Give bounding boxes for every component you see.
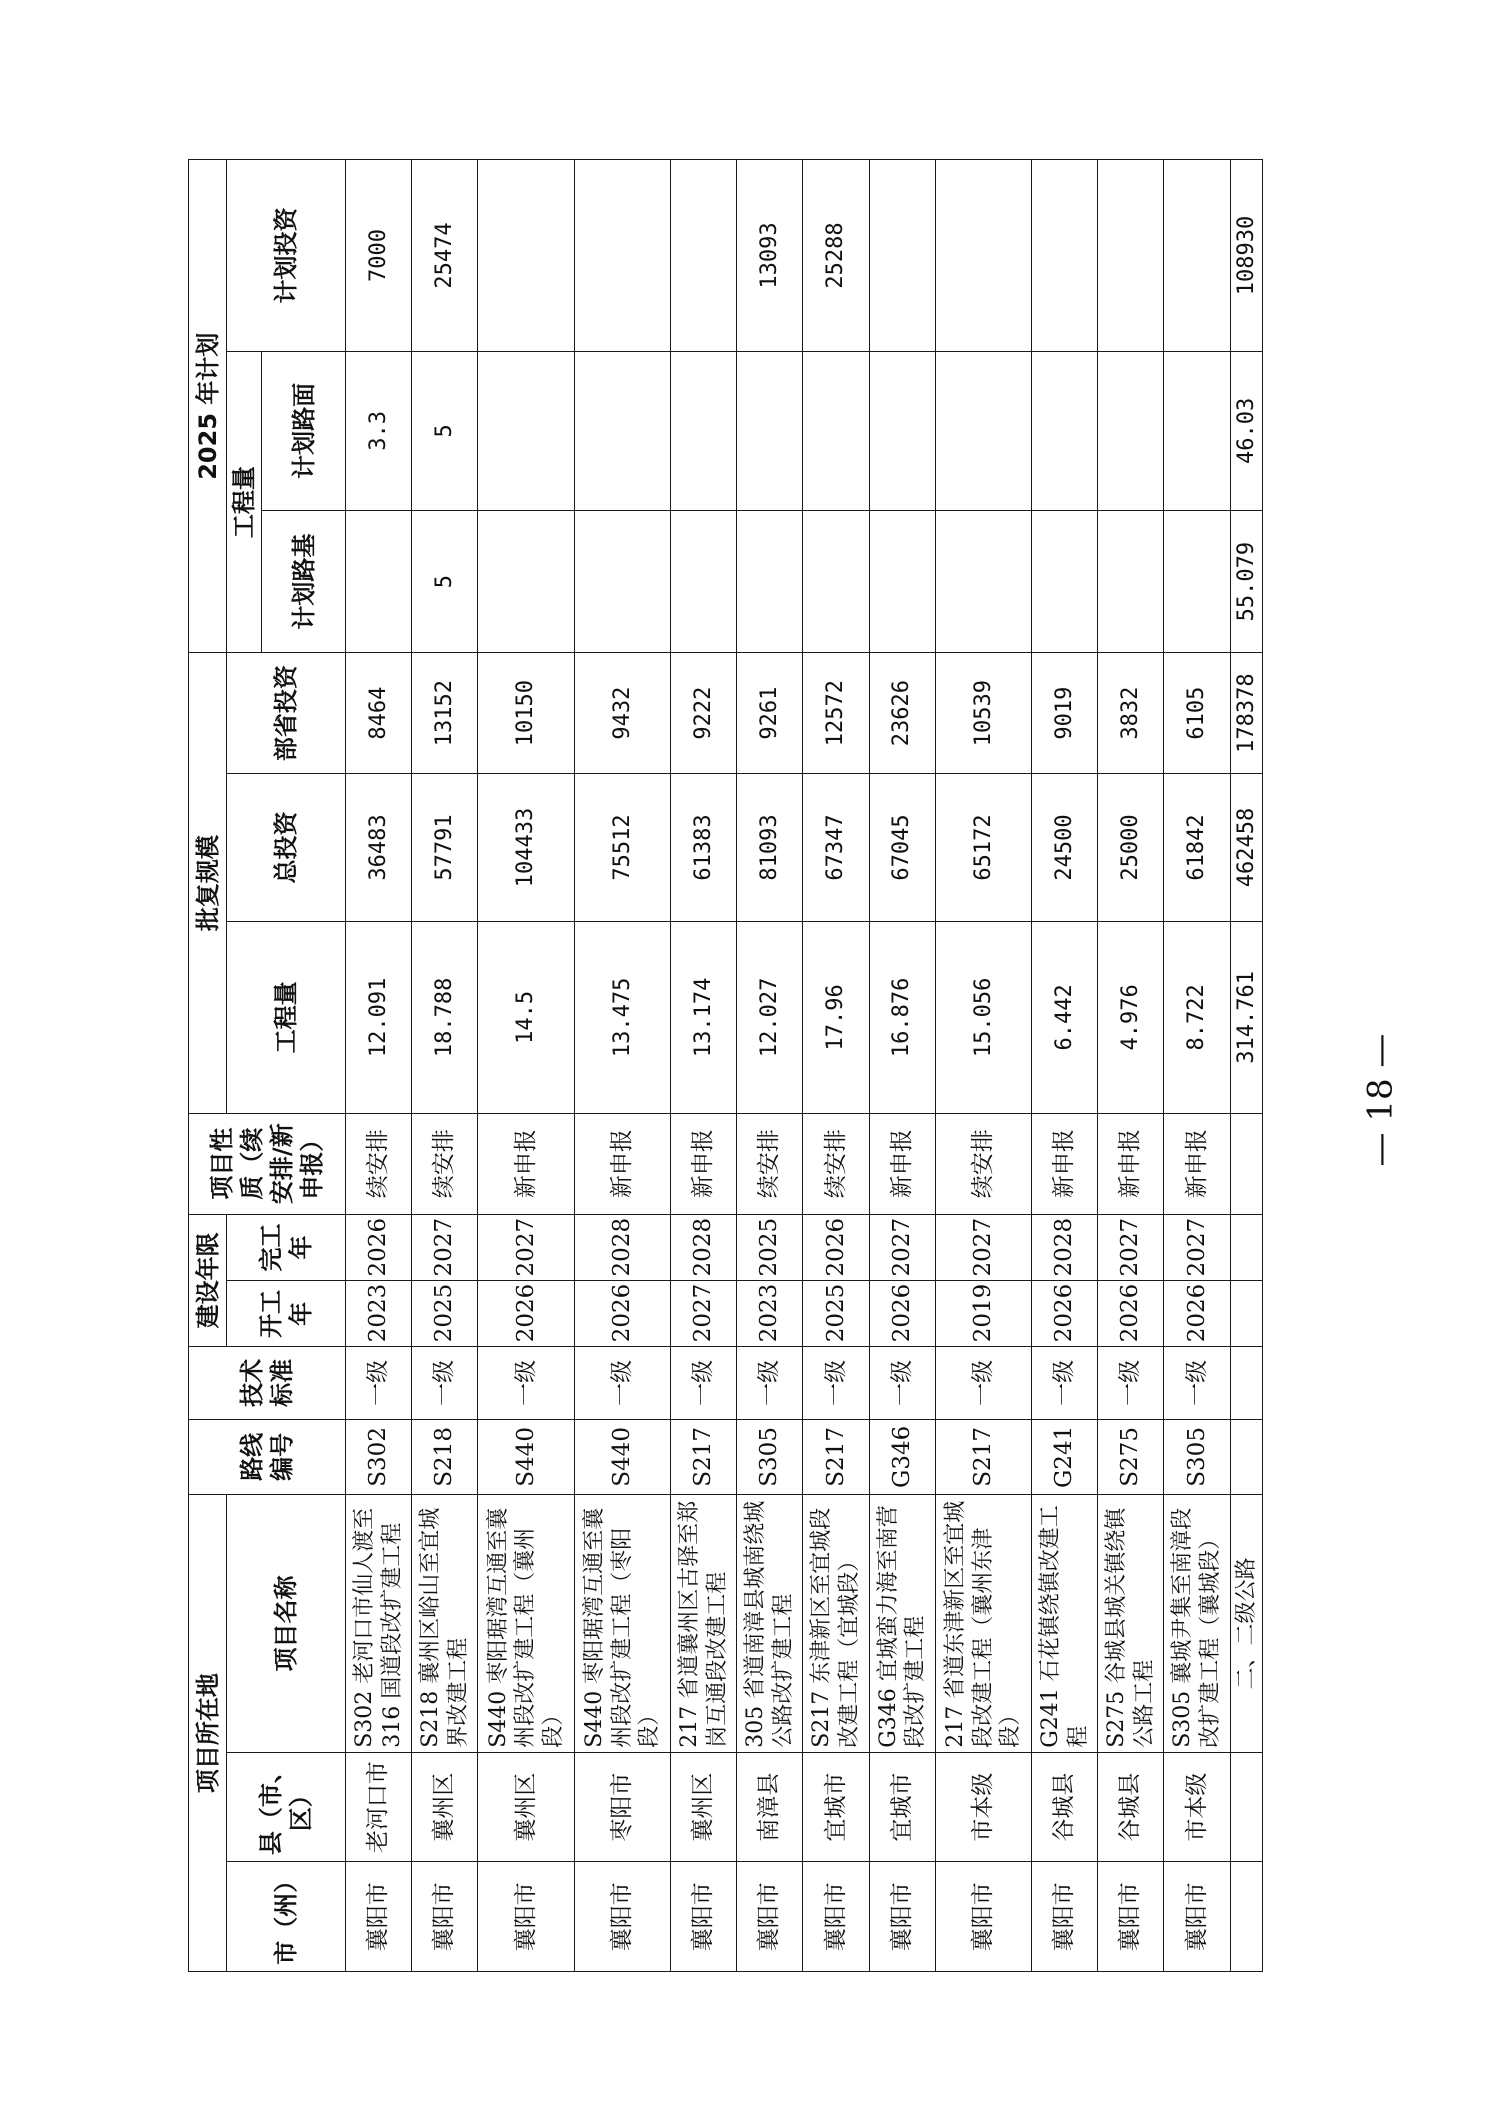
cell-county: 襄州区	[412, 1752, 478, 1862]
cell-tech-standard: 一级	[412, 1347, 478, 1419]
table-row	[869, 160, 935, 1972]
cell-ministry-investment: 10150	[478, 653, 574, 774]
cell-nature: 续安排	[803, 1113, 869, 1214]
cell-county: 襄州区	[671, 1752, 737, 1862]
cell-tech-standard: 一级	[935, 1347, 1031, 1419]
cell-empty	[1230, 1419, 1263, 1495]
cell-total-investment: 57791	[412, 773, 478, 921]
cell-ministry-investment: 6105	[1164, 653, 1230, 774]
cell-quantity: 16.876	[869, 921, 935, 1113]
cell-ministry-investment: 9222	[671, 653, 737, 774]
table-row	[1032, 160, 1098, 1972]
total-row	[1230, 160, 1263, 1972]
cell-start-year: 2026	[869, 1281, 935, 1347]
cell-route-no: S305	[1164, 1419, 1230, 1495]
header-location: 项目所在地	[189, 1495, 227, 1972]
cell-total-investment: 36483	[346, 773, 412, 921]
cell-plan-investment: 13093	[737, 160, 803, 352]
cell-project-name: 217 省道东津新区至宜城段改建工程（襄州东津段）	[935, 1495, 1031, 1753]
cell-plan-pavement	[869, 351, 935, 510]
cell-plan-pavement	[1164, 351, 1230, 510]
cell-end-year: 2026	[346, 1214, 412, 1281]
cell-ministry-investment: 8464	[346, 653, 412, 774]
cell-total-investment: 65172	[935, 773, 1031, 921]
header-plan-investment: 计划投资	[227, 160, 346, 352]
cell-county: 谷城县	[1032, 1752, 1098, 1862]
cell-end-year: 2027	[935, 1214, 1031, 1281]
cell-plan-investment	[478, 160, 574, 352]
cell-plan-investment	[1032, 160, 1098, 352]
cell-total-investment: 24500	[1032, 773, 1098, 921]
total-investment: 462458	[1230, 773, 1263, 921]
cell-start-year: 2026	[574, 1281, 670, 1347]
cell-ministry-investment: 3832	[1098, 653, 1164, 774]
cell-empty	[1230, 1113, 1263, 1214]
cell-empty	[1230, 1214, 1263, 1281]
cell-city: 襄阳市	[869, 1862, 935, 1972]
page-number-text: — 18 —	[1360, 1033, 1401, 1167]
cell-city: 襄阳市	[935, 1862, 1031, 1972]
cell-end-year: 2027	[478, 1214, 574, 1281]
cell-tech-standard: 一级	[671, 1347, 737, 1419]
cell-project-name: S275 谷城县城关镇绕镇公路工程	[1098, 1495, 1164, 1753]
cell-start-year: 2023	[737, 1281, 803, 1347]
cell-ministry-investment: 12572	[803, 653, 869, 774]
cell-tech-standard: 一级	[737, 1347, 803, 1419]
header-start-year: 开工年	[227, 1281, 346, 1347]
header-nature: 项目性质（续安排/新申报）	[189, 1113, 346, 1214]
cell-county: 市本级	[1164, 1752, 1230, 1862]
cell-tech-standard: 一级	[574, 1347, 670, 1419]
cell-total-investment: 61842	[1164, 773, 1230, 921]
cell-route-no: S440	[574, 1419, 670, 1495]
cell-city: 襄阳市	[574, 1862, 670, 1972]
header-total-investment: 总投资	[227, 773, 346, 921]
cell-quantity: 14.5	[478, 921, 574, 1113]
cell-nature: 新申报	[1032, 1113, 1098, 1214]
cell-project-name: 217 省道襄州区古驿至郑岗互通段改建工程	[671, 1495, 737, 1753]
cell-end-year: 2028	[574, 1214, 670, 1281]
cell-quantity: 12.091	[346, 921, 412, 1113]
cell-empty	[1230, 1347, 1263, 1419]
cell-nature: 续安排	[346, 1113, 412, 1214]
cell-empty	[1230, 1281, 1263, 1347]
cell-start-year: 2027	[671, 1281, 737, 1347]
header-plan-roadbed: 计划路基	[262, 510, 346, 653]
cell-plan-pavement	[671, 351, 737, 510]
cell-plan-pavement	[1098, 351, 1164, 510]
cell-nature: 新申报	[1098, 1113, 1164, 1214]
cell-city: 襄阳市	[1032, 1862, 1098, 1972]
cell-plan-roadbed	[671, 510, 737, 653]
cell-route-no: G346	[869, 1419, 935, 1495]
cell-ministry-investment: 9432	[574, 653, 670, 774]
cell-ministry-investment: 13152	[412, 653, 478, 774]
cell-plan-pavement: 3.3	[346, 351, 412, 510]
cell-nature: 新申报	[869, 1113, 935, 1214]
cell-tech-standard: 一级	[869, 1347, 935, 1419]
header-end-year: 完工年	[227, 1214, 346, 1281]
total-plan-roadbed: 55.079	[1230, 510, 1263, 653]
table-row	[574, 160, 670, 1972]
cell-county: 枣阳市	[574, 1752, 670, 1862]
cell-county: 南漳县	[737, 1752, 803, 1862]
cell-plan-investment	[671, 160, 737, 352]
cell-tech-standard: 一级	[346, 1347, 412, 1419]
header-work-quantity: 工程量	[227, 351, 262, 652]
cell-plan-investment: 7000	[346, 160, 412, 352]
table-row	[478, 160, 574, 1972]
cell-project-name: G346 宜城蛮力海至南营段改扩建工程	[869, 1495, 935, 1753]
cell-plan-investment: 25288	[803, 160, 869, 352]
table-row	[803, 160, 869, 1972]
cell-nature: 新申报	[671, 1113, 737, 1214]
cell-nature: 新申报	[1164, 1113, 1230, 1214]
cell-project-name: 305 省道南漳县城南绕城公路改扩建工程	[737, 1495, 803, 1753]
header-construction-years: 建设年限	[189, 1214, 227, 1347]
cell-route-no: S440	[478, 1419, 574, 1495]
cell-tech-standard: 一级	[1164, 1347, 1230, 1419]
total-ministry-investment: 178378	[1230, 653, 1263, 774]
total-plan-investment: 108930	[1230, 160, 1263, 352]
cell-end-year: 2027	[412, 1214, 478, 1281]
cell-quantity: 4.976	[1098, 921, 1164, 1113]
cell-route-no: S218	[412, 1419, 478, 1495]
cell-project-name: S440 枣阳琚湾互通至襄州段改扩建工程（枣阳段）	[574, 1495, 670, 1753]
cell-plan-roadbed	[869, 510, 935, 653]
cell-start-year: 2026	[1164, 1281, 1230, 1347]
cell-empty	[1230, 1862, 1263, 1972]
cell-total-investment: 75512	[574, 773, 670, 921]
header-quantity: 工程量	[227, 921, 346, 1113]
cell-start-year: 2025	[412, 1281, 478, 1347]
cell-route-no: S275	[1098, 1419, 1164, 1495]
cell-quantity: 6.442	[1032, 921, 1098, 1113]
cell-tech-standard: 一级	[478, 1347, 574, 1419]
cell-city: 襄阳市	[1164, 1862, 1230, 1972]
cell-quantity: 18.788	[412, 921, 478, 1113]
cell-county: 老河口市	[346, 1752, 412, 1862]
cell-plan-pavement	[737, 351, 803, 510]
table-row	[1164, 160, 1230, 1972]
cell-plan-roadbed	[1098, 510, 1164, 653]
cell-end-year: 2027	[869, 1214, 935, 1281]
header-city: 市（州）	[227, 1862, 346, 1972]
cell-quantity: 13.174	[671, 921, 737, 1113]
cell-city: 襄阳市	[412, 1862, 478, 1972]
cell-start-year: 2026	[478, 1281, 574, 1347]
cell-county: 谷城县	[1098, 1752, 1164, 1862]
cell-plan-roadbed	[478, 510, 574, 653]
cell-project-name: S302 老河口市仙人渡至316 国道段改扩建工程	[346, 1495, 412, 1753]
cell-route-no: S305	[737, 1419, 803, 1495]
cell-county: 宜城市	[869, 1752, 935, 1862]
table-row	[412, 160, 478, 1972]
cell-nature: 续安排	[737, 1113, 803, 1214]
cell-nature: 续安排	[412, 1113, 478, 1214]
cell-plan-investment	[869, 160, 935, 352]
page-number	[1350, 1033, 1410, 1167]
cell-route-no: S217	[935, 1419, 1031, 1495]
cell-quantity: 8.722	[1164, 921, 1230, 1113]
cell-start-year: 2026	[1098, 1281, 1164, 1347]
cell-plan-roadbed	[737, 510, 803, 653]
cell-plan-pavement	[574, 351, 670, 510]
cell-start-year: 2026	[1032, 1281, 1098, 1347]
header-county: 县（市、区）	[227, 1752, 346, 1862]
cell-ministry-investment: 9261	[737, 653, 803, 774]
cell-quantity: 15.056	[935, 921, 1031, 1113]
cell-tech-standard: 一级	[1098, 1347, 1164, 1419]
cell-city: 襄阳市	[1098, 1862, 1164, 1972]
cell-start-year: 2025	[803, 1281, 869, 1347]
cell-plan-pavement	[478, 351, 574, 510]
cell-plan-investment	[1164, 160, 1230, 352]
cell-quantity: 12.027	[737, 921, 803, 1113]
cell-start-year: 2023	[346, 1281, 412, 1347]
cell-plan-roadbed	[1164, 510, 1230, 653]
cell-plan-investment	[1098, 160, 1164, 352]
table-row	[737, 160, 803, 1972]
cell-nature: 续安排	[935, 1113, 1031, 1214]
cell-end-year: 2027	[1164, 1214, 1230, 1281]
cell-empty	[1230, 1752, 1263, 1862]
cell-end-year: 2028	[1032, 1214, 1098, 1281]
cell-project-name: S218 襄州区峪山至宜城界改建工程	[412, 1495, 478, 1753]
cell-county: 襄州区	[478, 1752, 574, 1862]
cell-end-year: 2027	[1098, 1214, 1164, 1281]
table-row	[1098, 160, 1164, 1972]
cell-plan-pavement	[803, 351, 869, 510]
cell-total-investment: 67347	[803, 773, 869, 921]
cell-total-investment: 67045	[869, 773, 935, 921]
cell-city: 襄阳市	[478, 1862, 574, 1972]
project-table	[188, 159, 1263, 1972]
cell-tech-standard: 一级	[803, 1347, 869, 1419]
cell-plan-roadbed	[935, 510, 1031, 653]
header-plan-pavement: 计划路面	[262, 351, 346, 510]
cell-city: 襄阳市	[803, 1862, 869, 1972]
cell-end-year: 2025	[737, 1214, 803, 1281]
cell-start-year: 2019	[935, 1281, 1031, 1347]
header-tech-standard: 技术标准	[189, 1347, 346, 1419]
header-project-name: 项目名称	[227, 1495, 346, 1753]
cell-total-investment: 61383	[671, 773, 737, 921]
header-approved-scale: 批复规模	[189, 653, 227, 1113]
cell-county: 市本级	[935, 1752, 1031, 1862]
cell-plan-investment	[574, 160, 670, 352]
cell-plan-investment	[935, 160, 1031, 352]
cell-plan-roadbed	[1032, 510, 1098, 653]
total-quantity: 314.761	[1230, 921, 1263, 1113]
cell-project-name: S305 襄城尹集至南漳段改扩建工程（襄城段）	[1164, 1495, 1230, 1753]
cell-quantity: 13.475	[574, 921, 670, 1113]
cell-city: 襄阳市	[737, 1862, 803, 1972]
cell-project-name: S217 东津新区至宜城段改建工程（宜城段）	[803, 1495, 869, 1753]
cell-plan-roadbed: 5	[412, 510, 478, 653]
cell-tech-standard: 一级	[1032, 1347, 1098, 1419]
cell-plan-pavement: 5	[412, 351, 478, 510]
cell-end-year: 2028	[671, 1214, 737, 1281]
cell-nature: 新申报	[574, 1113, 670, 1214]
cell-plan-investment: 25474	[412, 160, 478, 352]
table-row	[671, 160, 737, 1972]
rotated-table-container	[188, 159, 1263, 1972]
cell-plan-roadbed	[346, 510, 412, 653]
header-route-no: 路线编号	[189, 1419, 346, 1495]
cell-total-investment: 81093	[737, 773, 803, 921]
cell-county: 宜城市	[803, 1752, 869, 1862]
cell-plan-pavement	[1032, 351, 1098, 510]
cell-end-year: 2026	[803, 1214, 869, 1281]
table-row	[346, 160, 412, 1972]
cell-ministry-investment: 9019	[1032, 653, 1098, 774]
cell-ministry-investment: 23626	[869, 653, 935, 774]
total-plan-pavement: 46.03	[1230, 351, 1263, 510]
table-row	[935, 160, 1031, 1972]
cell-route-no: S217	[671, 1419, 737, 1495]
header-plan-2025: 2025 年计划	[189, 160, 227, 653]
cell-city: 襄阳市	[671, 1862, 737, 1972]
cell-plan-roadbed	[574, 510, 670, 653]
cell-total-investment: 25000	[1098, 773, 1164, 921]
cell-project-name: S440 枣阳琚湾互通至襄州段改扩建工程（襄州段）	[478, 1495, 574, 1753]
cell-route-no: S217	[803, 1419, 869, 1495]
cell-nature: 新申报	[478, 1113, 574, 1214]
header-ministry-investment: 部省投资	[227, 653, 346, 774]
cell-project-name: G241 石花镇绕镇改建工程	[1032, 1495, 1098, 1753]
cell-quantity: 17.96	[803, 921, 869, 1113]
cell-total-investment: 104433	[478, 773, 574, 921]
cell-plan-roadbed	[803, 510, 869, 653]
cell-ministry-investment: 10539	[935, 653, 1031, 774]
cell-city: 襄阳市	[346, 1862, 412, 1972]
cell-plan-pavement	[935, 351, 1031, 510]
cell-route-no: S302	[346, 1419, 412, 1495]
cell-route-no: G241	[1032, 1419, 1098, 1495]
total-label: 二、二级公路	[1230, 1495, 1263, 1753]
